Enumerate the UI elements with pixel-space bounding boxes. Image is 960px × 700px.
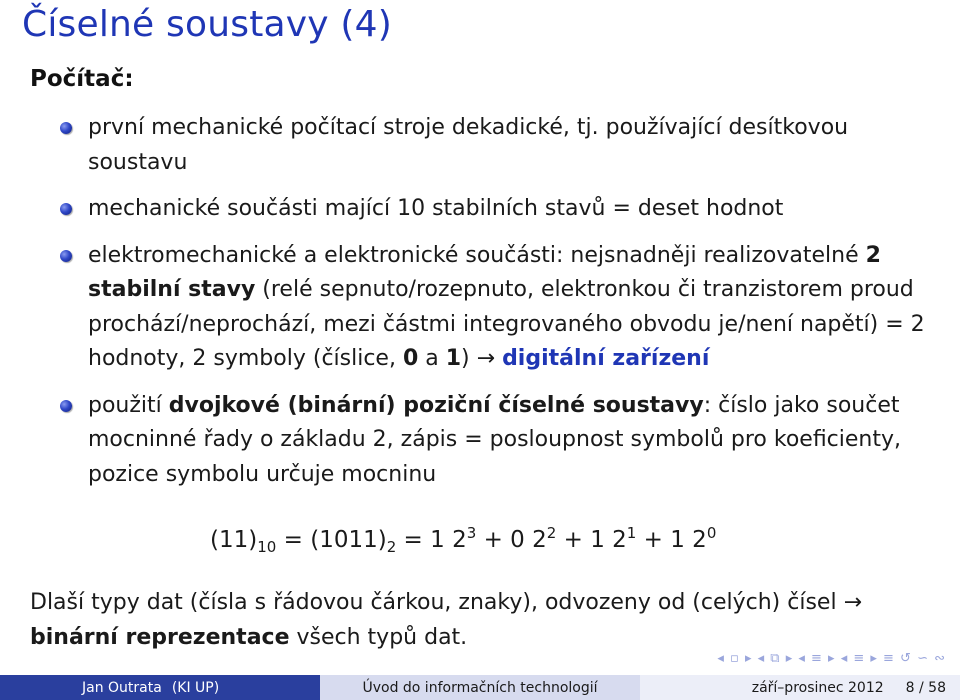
block-title: Počítač: (30, 66, 134, 92)
text-run: ) → (461, 346, 503, 371)
formula-term: + 0 2 (476, 527, 547, 553)
bold-text: binární reprezentace (30, 624, 290, 650)
formula-exponent: 0 (706, 524, 717, 542)
text-run: (relé sepnuto/rozepnuto, elektronkou či tranzistorem proud prochází/neprochází, mezi částmi integrovaného obvodu je/není napětí) = 2 hodnoty, 2 symboly (číslice, (88, 277, 925, 371)
formula-eq: = (396, 527, 431, 553)
text-run: elektromechanické a elektronické součásti: nejsnadněji realizovatelné (88, 242, 866, 268)
formula-exponent: 1 (626, 524, 637, 542)
footer-page-number: 8 / 58 (905, 679, 946, 696)
formula-term: + 1 2 (556, 527, 627, 553)
formula-term: 1 2 (430, 527, 467, 553)
formula-lhs-base: 10 (257, 538, 277, 556)
formula-lhs: (11) (210, 527, 258, 553)
text-run: první mechanické počítací stroje dekadické, tj. používající desítkovou soustavu (88, 115, 849, 175)
text-run: použití (88, 392, 169, 418)
bold-text: 2 stabilní stavy (88, 242, 881, 302)
bullet-list (60, 111, 940, 504)
highlight-text: digitální zařízení (502, 346, 710, 371)
footer-date: září–prosinec 2012 (751, 679, 884, 696)
text-run: mechanické součásti mající 10 stabilních stavů = deset hodnot (88, 196, 784, 221)
page-title: Číselné soustavy (4) (22, 4, 393, 45)
footer-affiliation: (KI UP) (171, 679, 220, 696)
closing-paragraph (30, 586, 950, 655)
formula-eq: = (276, 527, 311, 553)
formula-exponent: 2 (546, 524, 557, 542)
bold-text: 1 (445, 346, 462, 371)
text-run: a (418, 346, 446, 371)
bold-text: 0 (402, 346, 419, 371)
footer-bar (0, 675, 960, 700)
footer-author-section (0, 675, 320, 700)
bullet-icon (60, 400, 72, 412)
list-item (60, 111, 940, 180)
list-item (60, 389, 940, 493)
navigation-icons[interactable]: ◂ ▫ ▸ ◂ ⧉ ▸ ◂ ≡ ▸ ◂ ≡ ▸ ≡ ↺ ∽ ∾ (717, 651, 946, 666)
footer-author: Jan Outrata (82, 679, 162, 696)
text-run: Dlaší typy dat (čísla s řádovou čárkou, znaky), odvozeny od (celých) čísel → (30, 590, 863, 615)
formula-term: + 1 2 (636, 527, 707, 553)
binary-expansion-formula (210, 524, 716, 556)
footer-date-section (640, 675, 960, 700)
bullet-icon (60, 122, 72, 134)
formula-exponent: 3 (466, 524, 477, 542)
footer-course: Úvod do informačních technologií (362, 679, 598, 696)
text-run: všech typů dat. (289, 624, 468, 650)
formula-mid: (1011) (310, 527, 387, 553)
formula-mid-base: 2 (386, 538, 397, 556)
bullet-icon (60, 250, 72, 262)
footer-course-section (320, 675, 640, 700)
bold-text: dvojkové (binární) poziční číselné soustavy (168, 392, 704, 418)
bullet-icon (60, 203, 72, 215)
text-run: : číslo jako součet mocninné řady o základu 2, zápis = posloupnost symbolů pro koeficienty, pozice symbolu určuje mocninu (88, 392, 902, 487)
list-item (60, 192, 940, 227)
list-item (60, 239, 940, 377)
